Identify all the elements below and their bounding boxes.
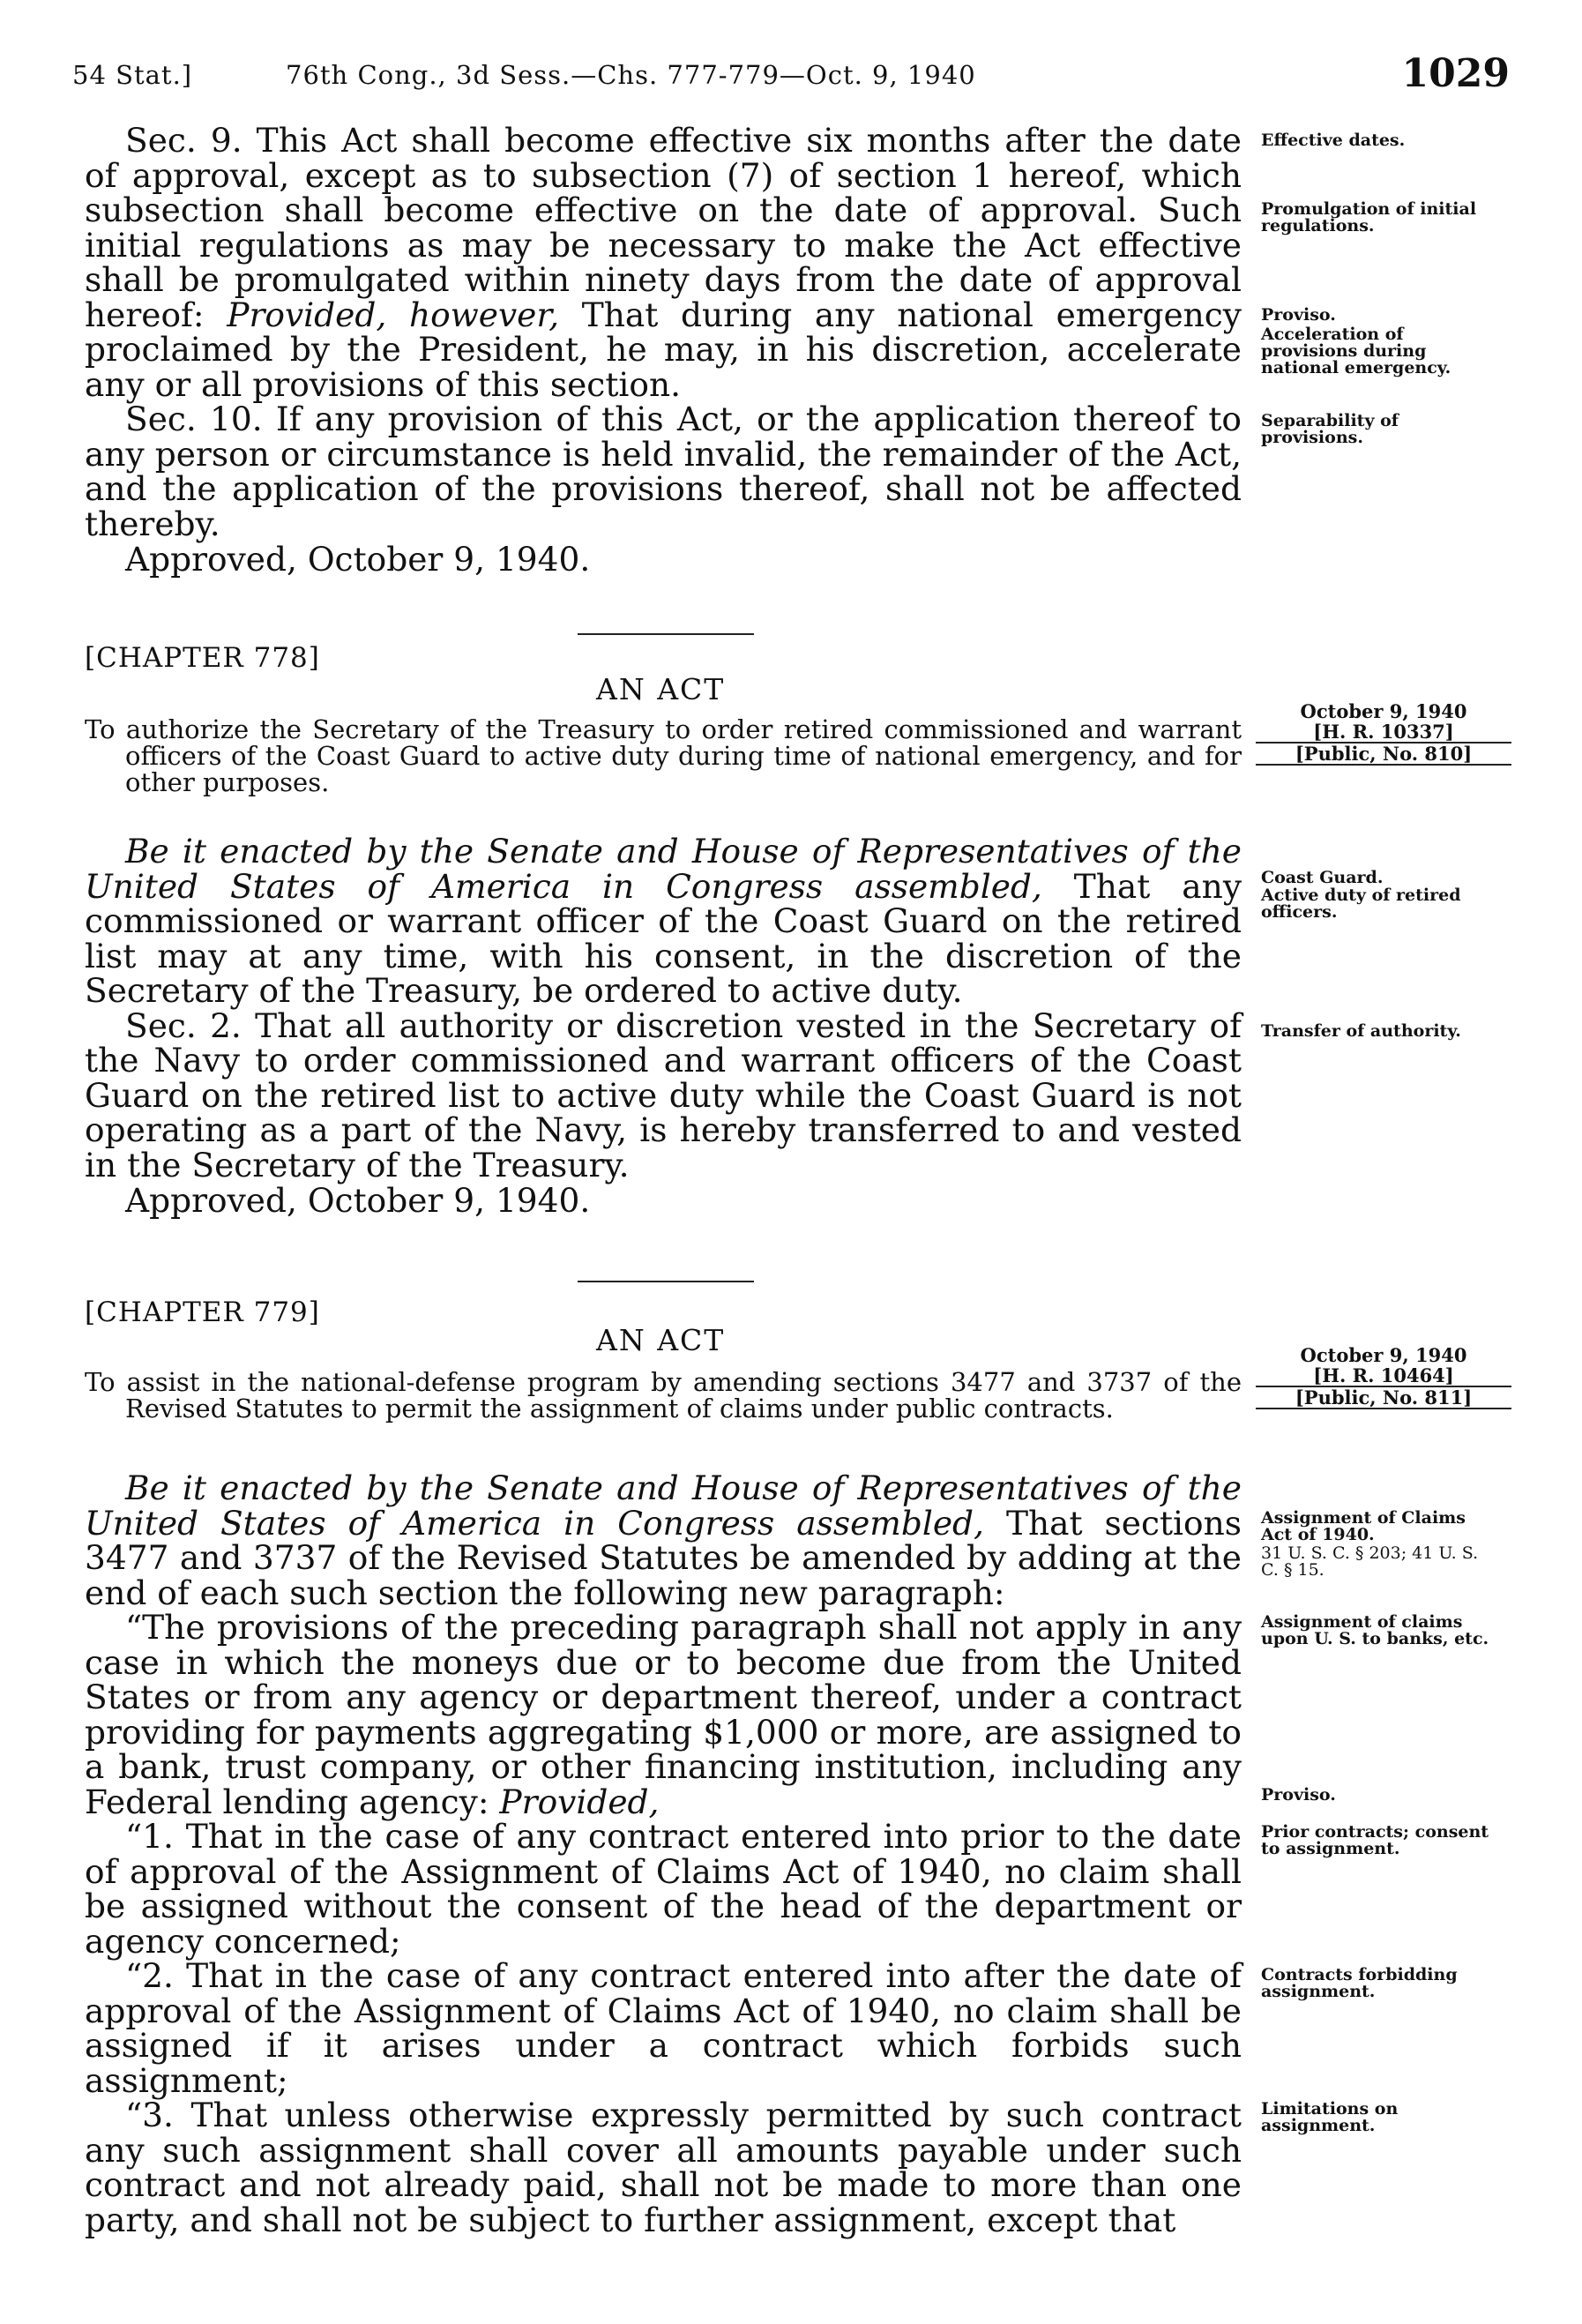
- session-ref: 76th Cong., 3d Sess.—Chs. 777-779—Oct. 9, 1940: [286, 60, 976, 90]
- divider-rule: [578, 633, 754, 635]
- margin-prior-contracts: Prior contracts; consent to assignment.: [1261, 1822, 1489, 1858]
- margin-assignment-claims: Assignment of Claims Act of 1940.: [1261, 1508, 1466, 1544]
- bill-ref-779: [1256, 1345, 1511, 1409]
- item-3: “3. That unless otherwise expressly permitted by such contract any such assignment shall cover all amounts payable under such contract and not already paid, shall not be made to more than one party, and shall not be subject to further assignment, except that: [85, 2096, 1242, 2239]
- quoted-paragraph: “The provisions of the preceding paragraph shall not apply in any case in which the moneys due or to become due from the United States or from any agency or department thereof, under a contract providing for payments aggregating $1,000 or more, are assigned to a bank, trust company, or other financing institution, including any Federal lending agency: Provided,: [85, 1608, 1242, 1821]
- margin-proviso: Proviso.: [1261, 305, 1336, 325]
- margin-acceleration: Acceleration of provisions during national emergency.: [1261, 325, 1451, 377]
- section-2-778: Sec. 2. That all authority or discretion vested in the Secretary of the Navy to order commissioned and warrant officers of the Coast Guard on the retired list to active duty while the Coast Guard is not operating as a part of the Navy, is hereby transferred to and vested in the Secretary of the Treasury.: [85, 1005, 1242, 1184]
- hr-779: [H. R. 10464]: [1256, 1365, 1511, 1387]
- approved-date-777: Approved, October 9, 1940.: [125, 540, 591, 579]
- margin-usc-ref: 31 U. S. C. § 203; 41 U. S. C. § 15.: [1261, 1543, 1479, 1580]
- title-779: To assist in the national-defense program by amending sections 3477 and 3737 of the Revised Statutes to permit the assignment of claims under public contracts.: [85, 1367, 1242, 1424]
- section-10: Sec. 10. If any provision of this Act, or the application thereof to any person or circumstance is held invalid, the remainder of the Act, and the application of the provisions thereof, shall not be affected thereby.: [85, 400, 1242, 543]
- hr-778: [H. R. 10337]: [1256, 721, 1511, 744]
- volume-ref: 54 Stat.]: [72, 60, 193, 90]
- chapter-777-tail: [85, 123, 1242, 577]
- public-778: [Public, No. 810]: [1256, 744, 1511, 766]
- margin-assignment-banks: Assignment of claims upon U. S. to banks, etc.: [1261, 1612, 1489, 1648]
- chapter-778-body: [85, 834, 1242, 1218]
- approved-date-778: Approved, October 9, 1940.: [125, 1181, 591, 1220]
- divider-rule: [578, 1281, 754, 1282]
- public-779: [Public, No. 811]: [1256, 1387, 1511, 1409]
- margin-effective-dates: Effective dates.: [1261, 131, 1406, 150]
- an-act-779: AN ACT: [596, 1323, 726, 1357]
- margin-transfer: Transfer of authority.: [1261, 1021, 1461, 1041]
- margin-contracts-forbidding: Contracts forbidding assignment.: [1261, 1965, 1458, 2001]
- date-778: October 9, 1940: [1300, 700, 1467, 722]
- title-778: To authorize the Secretary of the Treasury to order retired commissioned and warrant officers of the Coast Guard to active duty during time of national emergency, and for other purposes.: [85, 714, 1242, 797]
- margin-proviso-2: Proviso.: [1261, 1785, 1336, 1805]
- item-1: “1. That in the case of any contract entered into prior to the date of approval of the Assignment of Claims Act of 1940, no claim shall be assigned without the consent of the head of the department or agency concerned;: [85, 1817, 1242, 1961]
- item-2: “2. That in the case of any contract entered into after the date of approval of the Assignment of Claims Act of 1940, no claim shall be assigned if it arises under a contract which forbids such assignment;: [85, 1956, 1242, 2100]
- an-act-778: AN ACT: [596, 672, 726, 706]
- page-number: 1029: [1401, 51, 1510, 96]
- chapter-779-heading: [CHAPTER 779]: [85, 1297, 320, 1328]
- margin-active-duty: Active duty of retired officers.: [1261, 886, 1461, 922]
- running-header: [72, 53, 1510, 106]
- date-779: October 9, 1940: [1300, 1344, 1467, 1366]
- margin-coast-guard: Coast Guard.: [1261, 868, 1384, 887]
- margin-separability: Separability of provisions.: [1261, 411, 1399, 447]
- chapter-778-heading: [CHAPTER 778]: [85, 642, 320, 674]
- proviso-italic: Provided, however,: [227, 295, 560, 334]
- margin-limitations: Limitations on assignment.: [1261, 2099, 1399, 2135]
- enacting-clause-779: Be it enacted by the Senate and House of Representatives of the United States of America in Congress assembled, That sections 3477 and 3737 of the Revised Statutes be amended by adding at the end of each such section the following new paragraph:: [85, 1468, 1242, 1612]
- bill-ref-778: [1256, 701, 1511, 766]
- chapter-779-body: [85, 1468, 1242, 2239]
- section-9: Sec. 9. This Act shall become effective six months after the date of approval, except as to subsection (7) of section 1 hereof, which subsection shall become effective on the date of approval. Such initial regulations as may be necessary to make the Act effective shall be promulgated within ninety days from the date of approval hereof: Provided, however, That during any national emergency proclaimed by the President, he may, in his discretion, accelerate any or all provisions of this section.: [85, 121, 1242, 404]
- enacting-clause-778: Be it enacted by the Senate and House of Representatives of the United States of America in Congress assembled, That any commissioned or warrant officer of the Coast Guard on the retired list may at any time, with his consent, in the discretion of the Secretary of the Treasury, be ordered to active duty.: [85, 832, 1242, 1010]
- margin-promulgation: Promulgation of initial regulations.: [1261, 199, 1477, 235]
